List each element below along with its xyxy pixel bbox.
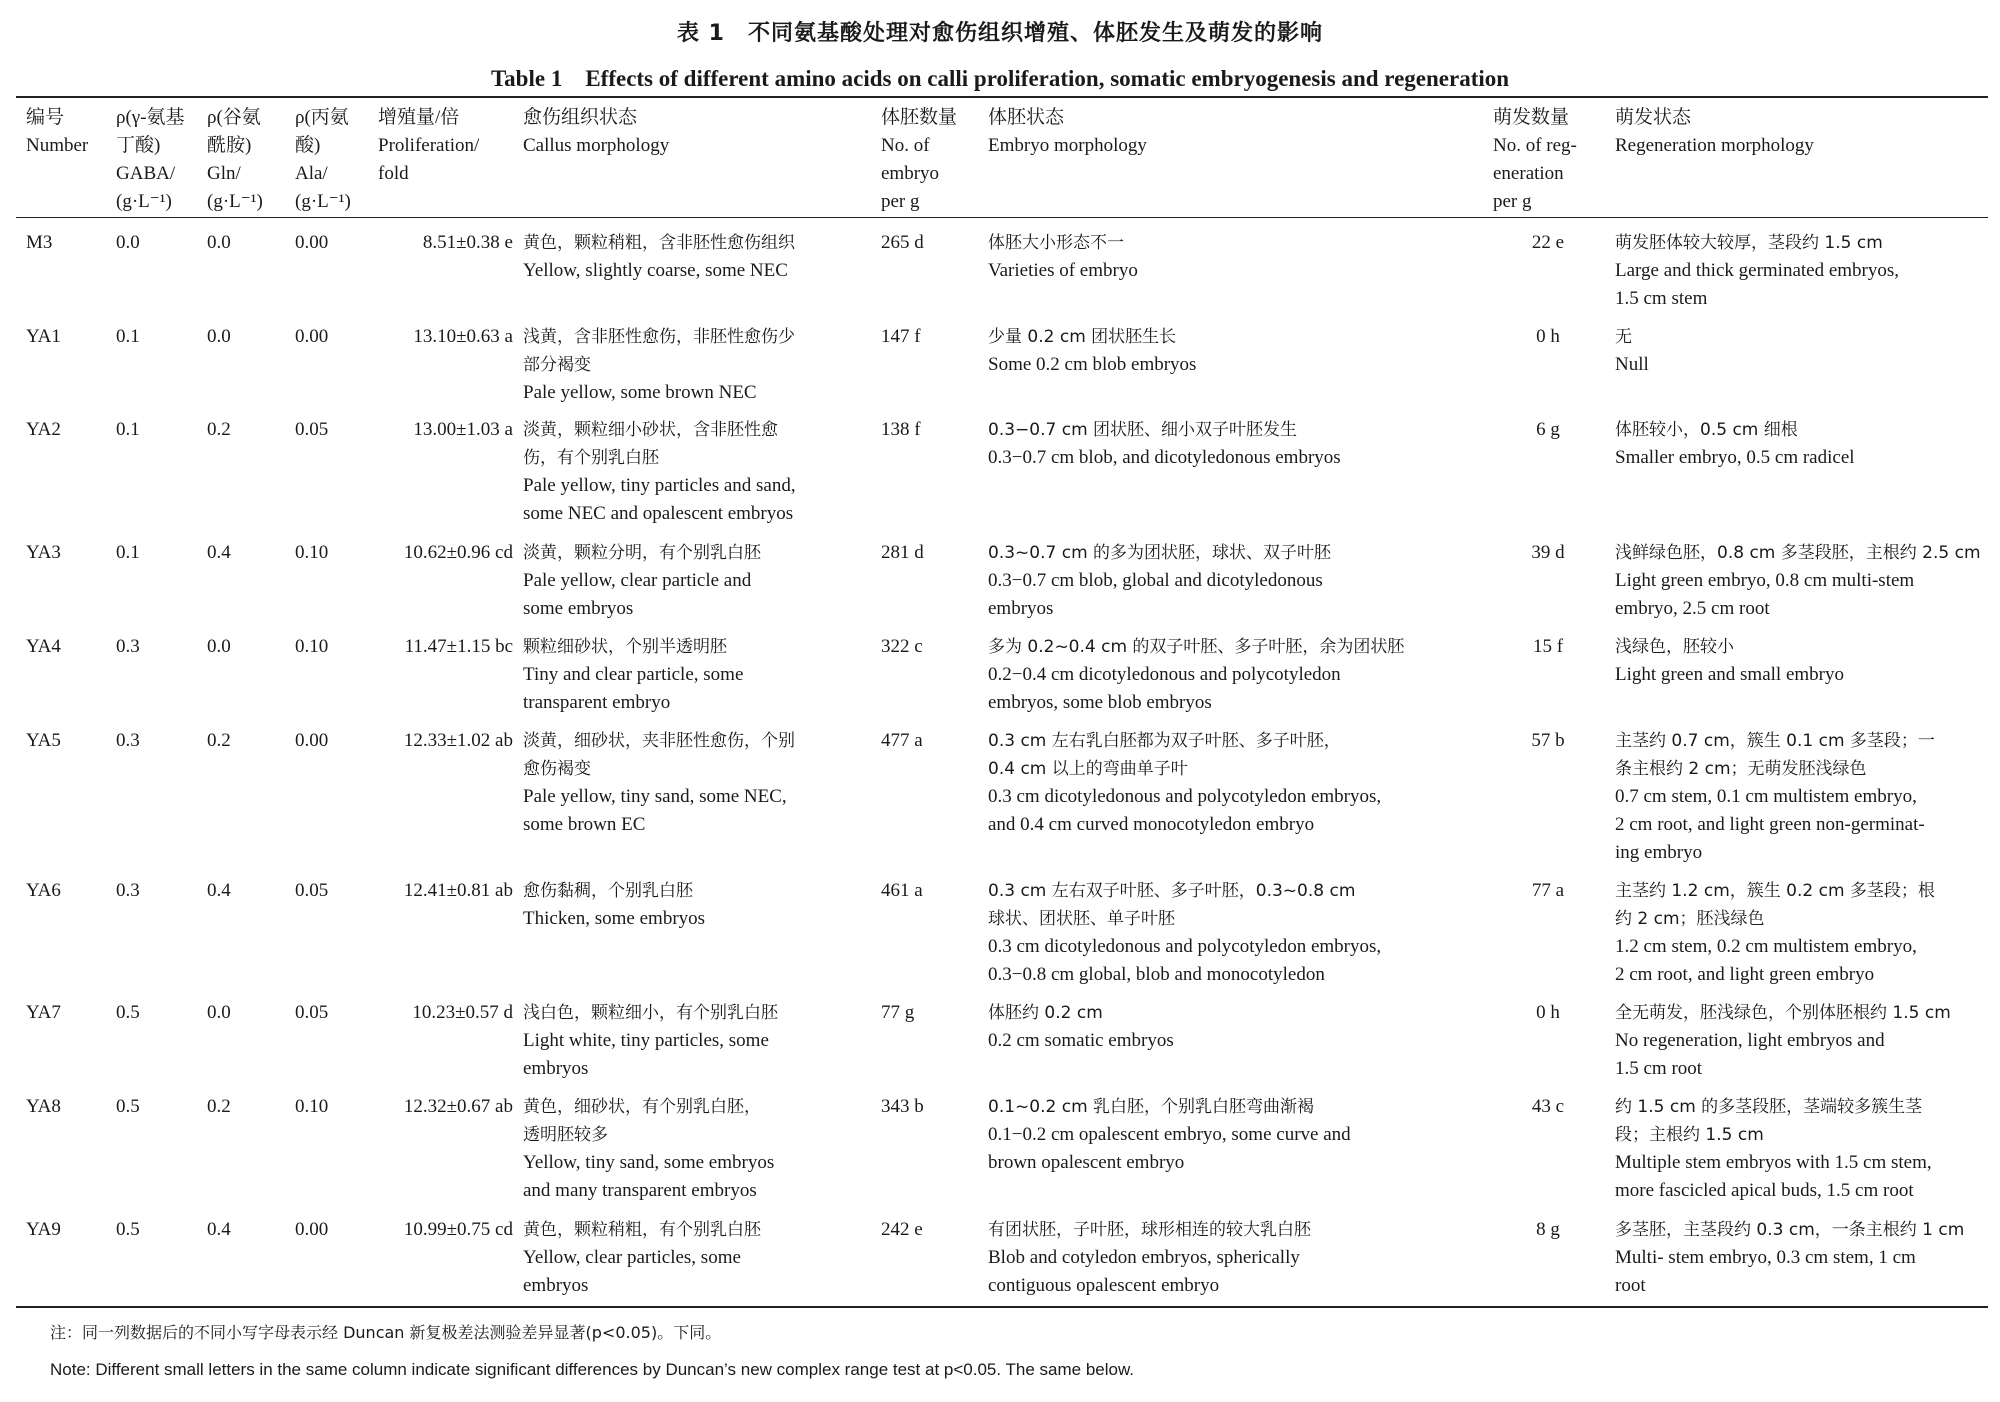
ala-value: 0.10 <box>295 542 329 563</box>
gaba-value: 0.5 <box>116 1219 140 1240</box>
header-number: 编号 Number <box>26 107 89 156</box>
callus-morphology-en: Pale yellow, tiny sand, some NEC, some brown EC <box>523 786 787 835</box>
row-number: YA6 <box>26 880 61 901</box>
regeneration-morphology-en: Multiple stem embryos with 1.5 cm stem, more fascicled apical buds, 1.5 cm root <box>1615 1152 1932 1201</box>
row-number: M3 <box>26 232 53 253</box>
row-number: YA1 <box>26 326 61 347</box>
ala-value: 0.10 <box>295 1096 329 1117</box>
embryo-number-value: 322 c <box>881 636 923 657</box>
embryo-number-value: 77 g <box>881 1002 915 1023</box>
embryo-morphology-en: Some 0.2 cm blob embryos <box>988 354 1197 375</box>
embryo-morphology-en: 0.3−0.7 cm blob, and dicotyledonous embryos <box>988 447 1341 468</box>
callus-morphology-en: Tiny and clear particle, some transparent embryo <box>523 664 744 713</box>
ala-value: 0.05 <box>295 1002 329 1023</box>
proliferation-value: 10.62±0.96 cd <box>403 542 513 563</box>
embryo-morphology-zh: 0.3~0.7 cm 的多为团状胚，球状、双子叶胚 <box>988 543 1332 563</box>
ala-value: 0.00 <box>295 232 329 253</box>
regeneration-number-value: 22 e <box>1531 232 1565 253</box>
regeneration-number-value: 39 d <box>1531 542 1565 563</box>
row-number: YA5 <box>26 730 61 751</box>
proliferation-value: 10.99±0.75 cd <box>403 1219 513 1240</box>
proliferation-value: 10.23±0.57 d <box>412 1002 513 1023</box>
regeneration-morphology-en: Light green embryo, 0.8 cm multi-stem embryo, 2.5 cm root <box>1615 570 1915 619</box>
regeneration-morphology-zh: 全无萌发，胚浅绿色，个别体胚根约 1.5 cm <box>1615 1003 1951 1023</box>
gaba-value: 0.3 <box>116 730 140 751</box>
footnote-en: Note: Different small letters in the same column indicate significant differences by Duncan’s new complex range test at p<0.05. The same below. <box>50 1360 1135 1379</box>
gaba-value: 0.1 <box>116 326 140 347</box>
row-number: YA3 <box>26 542 61 563</box>
regeneration-morphology-zh: 无 <box>1615 327 1632 347</box>
regeneration-number-value: 0 h <box>1536 326 1560 347</box>
row-number: YA7 <box>26 1002 61 1023</box>
gaba-value: 0.1 <box>116 419 140 440</box>
embryo-number-value: 147 f <box>881 326 921 347</box>
header-callus-morphology: 愈伤组织状态 Callus morphology <box>523 107 670 156</box>
gaba-value: 0.0 <box>116 232 140 253</box>
embryo-morphology-en: 0.3 cm dicotyledonous and polycotyledon embryos, 0.3−0.8 cm global, blob and monocotyledon <box>988 936 1382 985</box>
callus-morphology-zh: 黄色，细砂状，有个别乳白胚， 透明胚较多 <box>523 1097 761 1145</box>
header-gaba: ρ(γ-氨基 丁酸) GABA/ (g·L⁻¹) <box>116 107 185 212</box>
embryo-number-value: 138 f <box>881 419 921 440</box>
ala-value: 0.10 <box>295 636 329 657</box>
callus-morphology-en: Yellow, tiny sand, some embryos and many transparent embryos <box>523 1152 775 1201</box>
regeneration-morphology-zh: 体胚较小，0.5 cm 细根 <box>1615 420 1798 440</box>
callus-morphology-zh: 浅白色，颗粒细小，有个别乳白胚 <box>523 1003 778 1023</box>
proliferation-value: 13.10±0.63 a <box>413 326 513 347</box>
embryo-morphology-en: Blob and cotyledon embryos, spherically contiguous opalescent embryo <box>988 1247 1300 1296</box>
row-number: YA8 <box>26 1096 61 1117</box>
table-bottom-rule <box>16 1306 1988 1308</box>
gln-value: 0.4 <box>207 880 231 901</box>
embryo-morphology-en: 0.3 cm dicotyledonous and polycotyledon embryos, and 0.4 cm curved monocotyledon embryo <box>988 786 1382 835</box>
embryo-morphology-zh: 0.3−0.7 cm 团状胚、细小双子叶胚发生 <box>988 420 1298 440</box>
regeneration-morphology-en: Light green and small embryo <box>1615 664 1844 685</box>
embryo-morphology-zh: 0.1~0.2 cm 乳白胚，个别乳白胚弯曲渐褐 <box>988 1097 1315 1117</box>
regeneration-number-value: 15 f <box>1532 636 1564 657</box>
callus-morphology-zh: 浅黄，含非胚性愈伤，非胚性愈伤少 部分褐变 <box>523 327 795 375</box>
regeneration-number-value: 57 b <box>1531 730 1565 751</box>
regeneration-morphology-en: No regeneration, light embryos and 1.5 cm root <box>1615 1030 1885 1079</box>
gln-value: 0.0 <box>207 326 231 347</box>
proliferation-value: 12.33±1.02 ab <box>403 730 513 751</box>
ala-value: 0.00 <box>295 326 329 347</box>
table-top-rule <box>16 96 1988 98</box>
gln-value: 0.0 <box>207 636 231 657</box>
callus-morphology-en: Yellow, clear particles, some embryos <box>523 1247 741 1296</box>
header-regeneration-number: 萌发数量 No. of reg- eneration per g <box>1493 107 1577 212</box>
callus-morphology-en: Thicken, some embryos <box>523 908 706 929</box>
header-embryo-morphology: 体胚状态 Embryo morphology <box>988 107 1147 156</box>
embryo-morphology-zh: 0.3 cm 左右乳白胚都为双子叶胚、多子叶胚， 0.4 cm 以上的弯曲单子叶 <box>988 731 1341 779</box>
regeneration-morphology-zh: 多茎胚，主茎段约 0.3 cm，一条主根约 1 cm <box>1615 1220 1965 1240</box>
regeneration-morphology-zh: 约 1.5 cm 的多茎段胚，茎端较多簇生茎 段；主根约 1.5 cm <box>1615 1097 1923 1145</box>
callus-morphology-zh: 黄色，颗粒稍粗，含非胚性愈伤组织 <box>523 233 795 253</box>
regeneration-morphology-zh: 萌发胚体较大较厚，茎段约 1.5 cm <box>1615 233 1883 253</box>
embryo-morphology-zh: 有团状胚，子叶胚，球形相连的较大乳白胚 <box>988 1220 1311 1240</box>
header-regeneration-morphology: 萌发状态 Regeneration morphology <box>1615 107 1814 156</box>
embryo-number-value: 343 b <box>881 1096 924 1117</box>
gaba-value: 0.5 <box>116 1002 140 1023</box>
header-ala: ρ(丙氨 酸) Ala/ (g·L⁻¹) <box>295 107 351 212</box>
ala-value: 0.00 <box>295 1219 329 1240</box>
row-number: YA9 <box>26 1219 61 1240</box>
gln-value: 0.4 <box>207 1219 231 1240</box>
callus-morphology-zh: 黄色，颗粒稍粗，有个别乳白胚 <box>523 1220 761 1240</box>
regeneration-morphology-en: Large and thick germinated embryos, 1.5 cm stem <box>1615 260 1900 309</box>
ala-value: 0.05 <box>295 419 329 440</box>
regeneration-morphology-zh: 主茎约 1.2 cm，簇生 0.2 cm 多茎段；根 约 2 cm；胚浅绿色 <box>1615 881 1935 929</box>
gln-value: 0.0 <box>207 232 231 253</box>
embryo-number-value: 281 d <box>881 542 924 563</box>
callus-morphology-zh: 颗粒细砂状，个别半透明胚 <box>523 637 727 657</box>
embryo-morphology-en: 0.3−0.7 cm blob, global and dicotyledonous embryos <box>988 570 1323 619</box>
callus-morphology-zh: 淡黄，细砂状，夹非胚性愈伤，个别 愈伤褐变 <box>523 731 795 779</box>
footnote-zh: 注：同一列数据后的不同小写字母表示经 Duncan 新复极差法测验差异显著(p<0.05)。下同。 <box>50 1323 722 1342</box>
row-number: YA4 <box>26 636 61 657</box>
gln-value: 0.2 <box>207 1096 231 1117</box>
gaba-value: 0.3 <box>116 636 140 657</box>
embryo-morphology-en: 0.2−0.4 cm dicotyledonous and polycotyledon embryos, some blob embryos <box>988 664 1341 713</box>
embryo-morphology-zh: 体胚大小形态不一 <box>988 233 1124 253</box>
embryo-number-value: 242 e <box>881 1219 923 1240</box>
regeneration-morphology-en: Null <box>1615 354 1649 375</box>
header-embryo-number: 体胚数量 No. of embryo per g <box>881 107 958 212</box>
callus-morphology-zh: 淡黄，颗粒分明，有个别乳白胚 <box>523 543 761 563</box>
regeneration-morphology-en: Smaller embryo, 0.5 cm radicel <box>1615 447 1855 468</box>
proliferation-value: 8.51±0.38 e <box>422 232 513 253</box>
embryo-number-value: 461 a <box>881 880 923 901</box>
regeneration-number-value: 0 h <box>1536 1002 1560 1023</box>
proliferation-value: 12.41±0.81 ab <box>403 880 513 901</box>
callus-morphology-en: Light white, tiny particles, some embryos <box>523 1030 769 1079</box>
ala-value: 0.00 <box>295 730 329 751</box>
gln-value: 0.2 <box>207 419 231 440</box>
header-proliferation: 增殖量/倍 Proliferation/ fold <box>378 107 480 184</box>
embryo-morphology-zh: 0.3 cm 左右双子叶胚、多子叶胚，0.3~0.8 cm 球状、团状胚、单子叶胚 <box>988 881 1356 929</box>
table-header-rule <box>16 217 1988 218</box>
embryo-morphology-en: Varieties of embryo <box>988 260 1138 281</box>
regeneration-number-value: 77 a <box>1531 880 1565 901</box>
callus-morphology-zh: 淡黄，颗粒细小砂状，含非胚性愈 伤，有个别乳白胚 <box>523 420 778 468</box>
proliferation-value: 11.47±1.15 bc <box>404 636 513 657</box>
embryo-morphology-en: 0.1−0.2 cm opalescent embryo, some curve and brown opalescent embryo <box>988 1124 1351 1173</box>
ala-value: 0.05 <box>295 880 329 901</box>
embryo-morphology-zh: 少量 0.2 cm 团状胚生长 <box>988 327 1177 347</box>
regeneration-morphology-zh: 主茎约 0.7 cm，簇生 0.1 cm 多茎段；一 条主根约 2 cm；无萌发胚浅绿色 <box>1615 731 1935 779</box>
embryo-morphology-en: 0.2 cm somatic embryos <box>988 1030 1174 1051</box>
row-number: YA2 <box>26 419 61 440</box>
gln-value: 0.0 <box>207 1002 231 1023</box>
regeneration-number-value: 6 g <box>1536 419 1560 440</box>
regeneration-number-value: 43 c <box>1531 1096 1565 1117</box>
callus-morphology-en: Pale yellow, tiny particles and sand, some NEC and opalescent embryos <box>523 475 796 524</box>
gaba-value: 0.3 <box>116 880 140 901</box>
regeneration-morphology-en: 1.2 cm stem, 0.2 cm multistem embryo, 2 cm root, and light green embryo <box>1615 936 1917 985</box>
proliferation-value: 12.32±0.67 ab <box>403 1096 513 1117</box>
gln-value: 0.2 <box>207 730 231 751</box>
gaba-value: 0.1 <box>116 542 140 563</box>
embryo-morphology-zh: 体胚约 0.2 cm <box>988 1003 1103 1023</box>
callus-morphology-en: Pale yellow, some brown NEC <box>523 382 757 403</box>
header-gln: ρ(谷氨 酰胺) Gln/ (g·L⁻¹) <box>207 107 263 212</box>
embryo-number-value: 265 d <box>881 232 924 253</box>
embryo-morphology-zh: 多为 0.2~0.4 cm 的双子叶胚、多子叶胚，余为团状胚 <box>988 637 1405 657</box>
regeneration-morphology-en: Multi- stem embryo, 0.3 cm stem, 1 cm root <box>1615 1247 1916 1296</box>
regeneration-morphology-zh: 浅鲜绿色胚，0.8 cm 多茎段胚，主根约 2.5 cm <box>1615 543 1981 563</box>
proliferation-value: 13.00±1.03 a <box>413 419 513 440</box>
gln-value: 0.4 <box>207 542 231 563</box>
embryo-number-value: 477 a <box>881 730 923 751</box>
regeneration-morphology-en: 0.7 cm stem, 0.1 cm multistem embryo, 2 cm root, and light green non-germinat- ing embryo <box>1615 786 1925 863</box>
callus-morphology-en: Yellow, slightly coarse, some NEC <box>523 260 788 281</box>
table-caption-zh: 表 1 不同氨基酸处理对愈伤组织增殖、体胚发生及萌发的影响 <box>677 21 1323 46</box>
gaba-value: 0.5 <box>116 1096 140 1117</box>
table-caption-en: Table 1 Effects of different amino acids on calli proliferation, somatic embryogenesis and regeneration <box>490 66 1510 91</box>
callus-morphology-zh: 愈伤黏稠，个别乳白胚 <box>523 881 693 901</box>
callus-morphology-en: Pale yellow, clear particle and some embryos <box>523 570 752 619</box>
regeneration-number-value: 8 g <box>1536 1219 1560 1240</box>
regeneration-morphology-zh: 浅绿色，胚较小 <box>1615 637 1734 657</box>
